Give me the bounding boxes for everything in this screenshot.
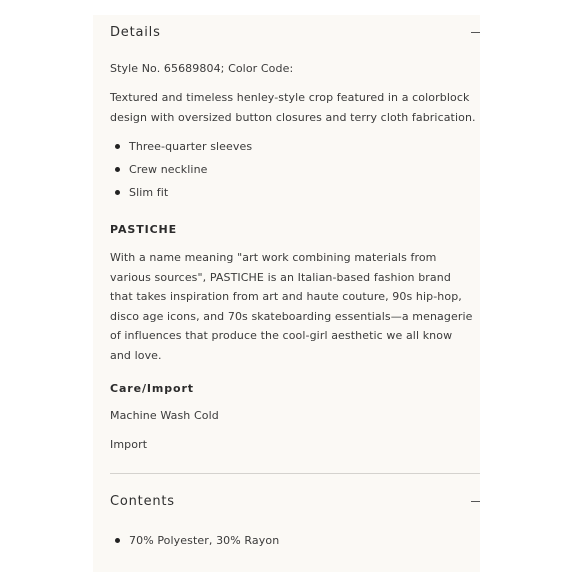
brand-description: With a name meaning "art work combining materials from various sources", PASTICHE is an Italian-based fashion brand that takes inspiration from art and haute couture, 90s hip-hop, disco age icons, and 70s skateboarding essentials—a menagerie of influences that produce the cool-girl aesthetic we all know and love. xyxy=(110,251,473,362)
product-description: Textured and timeless henley-style crop featured in a colorblock design with oversized button closures and terry cloth fabrication. xyxy=(110,91,476,124)
details-accordion-header[interactable] xyxy=(110,20,480,44)
section-divider xyxy=(110,473,480,474)
care-wash: Machine Wash Cold xyxy=(110,409,219,422)
product-info-panel xyxy=(93,15,480,572)
minus-icon[interactable] xyxy=(471,32,480,33)
style-number: Style No. 65689804; Color Code: xyxy=(110,62,294,75)
feature-list xyxy=(110,135,252,204)
details-title: Details xyxy=(110,24,161,40)
list-item: Crew neckline xyxy=(110,158,252,181)
contents-accordion-header[interactable] xyxy=(110,489,480,513)
list-item: Three-quarter sleeves xyxy=(110,135,252,158)
care-heading: Care/Import xyxy=(110,382,194,395)
list-item: Slim fit xyxy=(110,181,252,204)
contents-title: Contents xyxy=(110,493,175,509)
brand-heading: PASTICHE xyxy=(110,223,178,236)
minus-icon[interactable] xyxy=(471,501,480,502)
care-import: Import xyxy=(110,438,148,451)
list-item: 70% Polyester, 30% Rayon xyxy=(110,529,279,552)
contents-list xyxy=(110,529,279,552)
